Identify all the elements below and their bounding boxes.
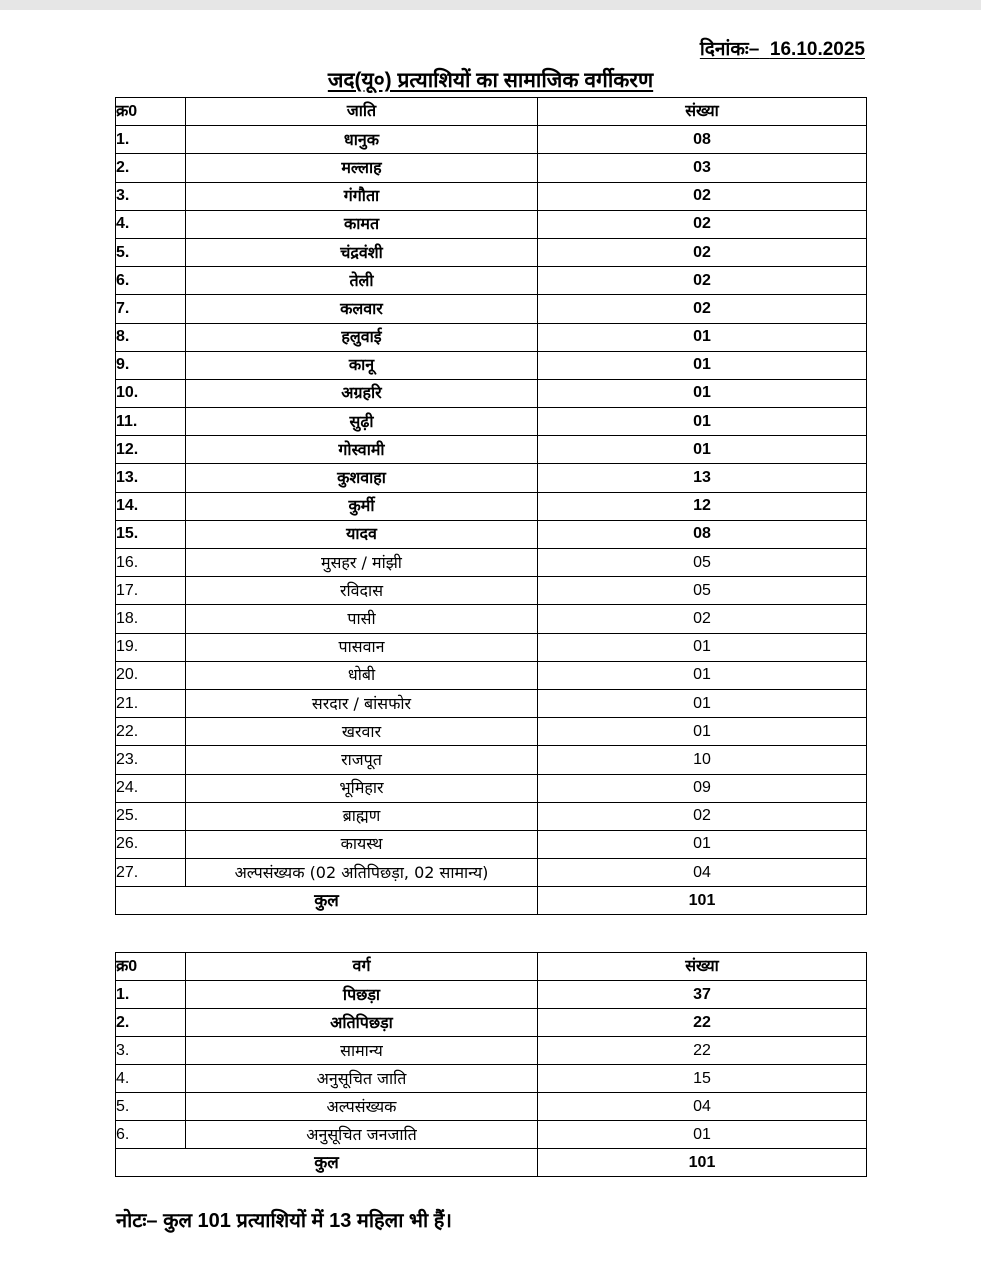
row-count: 04 (538, 859, 867, 887)
date-value: 16.10.2025 (769, 39, 865, 60)
table-row (116, 689, 867, 717)
table-row (116, 238, 867, 266)
row-serial: 26. (116, 830, 186, 858)
caste-table-header (116, 98, 867, 126)
table-row (116, 408, 867, 436)
row-count: 02 (538, 802, 867, 830)
row-name: कानू (186, 351, 538, 379)
row-serial: 25. (116, 802, 186, 830)
table-row (116, 605, 867, 633)
row-serial: 1. (116, 126, 186, 154)
table-row (116, 802, 867, 830)
row-name: तेली (186, 267, 538, 295)
table-row (116, 182, 867, 210)
table-row (116, 1065, 867, 1093)
table-row (116, 1037, 867, 1065)
table-row (116, 436, 867, 464)
row-count: 01 (538, 323, 867, 351)
row-name: अतिपिछड़ा (186, 1009, 538, 1037)
col-header-count: संख्या (538, 953, 867, 981)
col-header-sr: क्र0 (116, 953, 186, 981)
row-count: 02 (538, 238, 867, 266)
row-serial: 23. (116, 746, 186, 774)
row-serial: 4. (116, 1065, 186, 1093)
row-count: 01 (538, 436, 867, 464)
category-table-header (116, 953, 867, 981)
row-serial: 3. (116, 1037, 186, 1065)
row-name: कायस्थ (186, 830, 538, 858)
date-line (700, 35, 865, 61)
row-count: 22 (538, 1009, 867, 1037)
table-row (116, 126, 867, 154)
row-name: यादव (186, 520, 538, 548)
table-row (116, 464, 867, 492)
category-table (115, 952, 867, 1177)
page-title: जद(यू०) प्रत्याशियों का सामाजिक वर्गीकरण (327, 69, 654, 92)
row-serial: 14. (116, 492, 186, 520)
row-name: भूमिहार (186, 774, 538, 802)
row-serial: 18. (116, 605, 186, 633)
row-count: 08 (538, 520, 867, 548)
row-count: 37 (538, 981, 867, 1009)
row-serial: 27. (116, 859, 186, 887)
row-name: पिछड़ा (186, 981, 538, 1009)
row-name: कलवार (186, 295, 538, 323)
table-row (116, 981, 867, 1009)
row-serial: 3. (116, 182, 186, 210)
row-serial: 5. (116, 1093, 186, 1121)
row-name: पासी (186, 605, 538, 633)
row-name: कामत (186, 210, 538, 238)
row-count: 01 (538, 351, 867, 379)
category-total-label: कुल (116, 1149, 538, 1177)
category-total-row (116, 1149, 867, 1177)
row-serial: 5. (116, 238, 186, 266)
row-name: कुशवाहा (186, 464, 538, 492)
row-serial: 1. (116, 981, 186, 1009)
row-count: 22 (538, 1037, 867, 1065)
table-row (116, 718, 867, 746)
row-count: 01 (538, 633, 867, 661)
row-name: अल्पसंख्यक (02 अतिपिछड़ा, 02 सामान्य) (186, 859, 538, 887)
row-count: 15 (538, 1065, 867, 1093)
row-name: अनुसूचित जाति (186, 1065, 538, 1093)
table-row (116, 830, 867, 858)
table-row (116, 210, 867, 238)
row-count: 02 (538, 182, 867, 210)
col-header-count: संख्या (538, 98, 867, 126)
row-count: 01 (538, 830, 867, 858)
table-row (116, 351, 867, 379)
table-row (116, 633, 867, 661)
row-name: धानुक (186, 126, 538, 154)
row-name: हलुवाई (186, 323, 538, 351)
table-row (116, 859, 867, 887)
row-count: 02 (538, 210, 867, 238)
category-total-value: 101 (538, 1149, 867, 1177)
row-name: राजपूत (186, 746, 538, 774)
row-serial: 20. (116, 661, 186, 689)
row-serial: 4. (116, 210, 186, 238)
row-count: 02 (538, 605, 867, 633)
row-name: खरवार (186, 718, 538, 746)
row-name: पासवान (186, 633, 538, 661)
table-row (116, 379, 867, 407)
row-name: मुसहर / मांझी (186, 549, 538, 577)
row-count: 13 (538, 464, 867, 492)
row-count: 01 (538, 1121, 867, 1149)
row-count: 01 (538, 661, 867, 689)
col-header-category: वर्ग (186, 953, 538, 981)
row-serial: 21. (116, 689, 186, 717)
row-serial: 22. (116, 718, 186, 746)
row-serial: 12. (116, 436, 186, 464)
caste-total-row (116, 887, 867, 915)
row-name: गोस्वामी (186, 436, 538, 464)
row-serial: 2. (116, 154, 186, 182)
row-count: 12 (538, 492, 867, 520)
row-name: धोबी (186, 661, 538, 689)
row-name: अग्रहरि (186, 379, 538, 407)
caste-total-label: कुल (116, 887, 538, 915)
table-row (116, 520, 867, 548)
row-count: 05 (538, 549, 867, 577)
table-row (116, 774, 867, 802)
table-row (116, 1009, 867, 1037)
row-count: 01 (538, 408, 867, 436)
table-row (116, 295, 867, 323)
row-count: 02 (538, 295, 867, 323)
row-name: अनुसूचित जनजाति (186, 1121, 538, 1149)
row-serial: 24. (116, 774, 186, 802)
scan-top-band (0, 0, 981, 10)
row-serial: 6. (116, 267, 186, 295)
row-count: 01 (538, 689, 867, 717)
col-header-caste: जाति (186, 98, 538, 126)
row-count: 05 (538, 577, 867, 605)
row-name: चंद्रवंशी (186, 238, 538, 266)
row-serial: 9. (116, 351, 186, 379)
row-count: 09 (538, 774, 867, 802)
row-name: सरदार / बांसफोर (186, 689, 538, 717)
row-count: 03 (538, 154, 867, 182)
row-serial: 13. (116, 464, 186, 492)
row-serial: 6. (116, 1121, 186, 1149)
row-count: 01 (538, 718, 867, 746)
row-serial: 11. (116, 408, 186, 436)
row-serial: 19. (116, 633, 186, 661)
row-name: ब्राह्मण (186, 802, 538, 830)
row-name: कुर्मी (186, 492, 538, 520)
col-header-sr: क्र0 (116, 98, 186, 126)
table-row (116, 549, 867, 577)
row-serial: 15. (116, 520, 186, 548)
row-count: 04 (538, 1093, 867, 1121)
table-row (116, 1121, 867, 1149)
row-count: 02 (538, 267, 867, 295)
table-row (116, 267, 867, 295)
row-serial: 7. (116, 295, 186, 323)
row-serial: 8. (116, 323, 186, 351)
note: नोटः– कुल 101 प्रत्याशियों में 13 महिला भी हैं। (116, 1210, 452, 1232)
row-name: सुढ़ी (186, 408, 538, 436)
table-row (116, 746, 867, 774)
row-name: अल्पसंख्यक (186, 1093, 538, 1121)
row-name: गंगौता (186, 182, 538, 210)
row-serial: 2. (116, 1009, 186, 1037)
row-count: 01 (538, 379, 867, 407)
row-count: 10 (538, 746, 867, 774)
caste-total-value: 101 (538, 887, 867, 915)
table-row (116, 1093, 867, 1121)
row-serial: 10. (116, 379, 186, 407)
table-row (116, 577, 867, 605)
row-name: सामान्य (186, 1037, 538, 1065)
row-name: रविदास (186, 577, 538, 605)
table-row (116, 154, 867, 182)
row-serial: 16. (116, 549, 186, 577)
table-row (116, 323, 867, 351)
date-label: दिनांकः– (699, 39, 760, 60)
table-row (116, 661, 867, 689)
table-row (116, 492, 867, 520)
row-serial: 17. (116, 577, 186, 605)
caste-table (115, 97, 867, 915)
row-count: 08 (538, 126, 867, 154)
row-name: मल्लाह (186, 154, 538, 182)
